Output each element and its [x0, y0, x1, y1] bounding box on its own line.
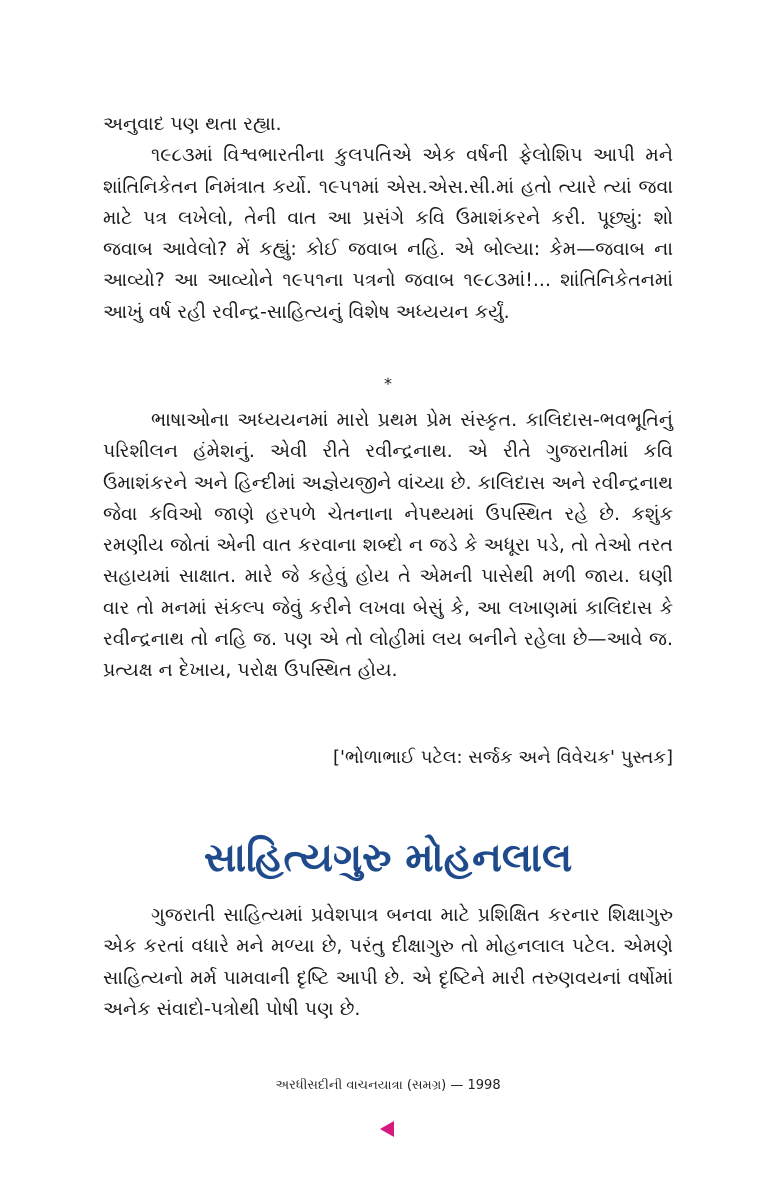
mohanlal-paragraph: ગુજરાતી સાહિત્યમાં પ્રવેશપાત્ર બનવા માટે પ્રશિક્ષિત કરનાર શિક્ષાગુરુ એક કરતાં વધારે મને મળ્યા છે, પરંતુ દીક્ષાગુરુ તો મોહનલાલ પટેલ. એમણે સાહિત્યનો મર્મ પામવાની દૃષ્ટિ આપી છે. એ દૃષ્ટિને મારી તરુણવયનાં વર્ષોમાં અનેક સંવાદો-પત્રોથી પોષી પણ છે. [103, 904, 673, 1020]
language-study-paragraph: ભાષાઓના અધ્યયનમાં મારો પ્રથમ પ્રેમ સંસ્કૃત. કાલિદાસ-ભવભૂતિનું પરિશીલન હંમેશનું. એવી રીતે રવીન્દ્રનાથ. એ રીતે ગુજરાતીમાં કવિ ઉમાશંકરને અને હિન્દીમાં અજ્ઞેયજીને વાંચ્યા છે. કાલિદાસ અને રવીન્દ્રનાથ જેવા કવિઓ જાણે હરપળે ચેતનાના નેપથ્યમાં ઉપસ્થિત રહે છે. કશુંક રમણીય જોતાં એની વાત કરવાના શબ્દો ન જડે કે અધૂરા પડે, તો તેઓ તરત સહાયમાં સાક્ષાત. મારે જે કહેવું હોય તે એમની પાસેથી મળી જાય. ઘણી વાર તો મનમાં સંકલ્પ જેવું કરીને લખવા બેસું કે, આ લખાણમાં કાલિદાસ કે રવીન્દ્રનાથ તો નહિ જ. પણ એ તો લોહીમાં લય બનીને રહેલા છે—આવે જ. પ્રત્યક્ષ ન દેખાય, પરોક્ષ ઉપસ્થિત હોય. [103, 409, 673, 682]
shantiniketan-paragraph: ૧૯૮૩માં વિશ્વભારતીના કુલપતિએ એક વર્ષની ફેલોશિપ આપી મને શાંતિનિકેતન નિમંત્રાત કર્યો. ૧૯૫૧માં એસ.એસ.સી.માં હતો ત્યારે ત્યાં જવા માટે પત્ર લખેલો, તેની વાત આ પ્રસંગે કવિ ઉમાશંકરને કરી. પૂછ્યું: શો જવાબ આવેલો? મેં કહ્યું: કોઈ જવાબ નહિ. એ બોલ્યા: કેમ—જવાબ ના આવ્યો? આ આવ્યોને ૧૯૫૧ના પત્રનો જવાબ ૧૯૮૩માં!... શાંતિનિકેતનમાં આખું વર્ષ રહી રવીન્દ્ર-સાહિત્યનું વિશેષ અધ્યયન કર્યું. [103, 144, 673, 323]
triangle-left-icon[interactable] [380, 1121, 394, 1137]
source-citation: ['ભોળાભાઈ પટેલ: સર્જક અને વિવેચક' પુસ્તક] [333, 747, 673, 768]
opening-text-block [103, 109, 673, 328]
continuation-line: અનુવાદ પણ થતા રહ્યા. [103, 113, 282, 135]
section-title: સાહિત્યગુરુ મોહનલાલ [203, 835, 573, 881]
page-footer: અરધીસદીની વાચનયાત્રા (સમગ્ર) — 1998 [275, 1078, 501, 1093]
language-study-block [103, 405, 673, 687]
mohanlal-section-block [103, 900, 673, 1025]
section-separator-asterisk: * [384, 374, 392, 393]
